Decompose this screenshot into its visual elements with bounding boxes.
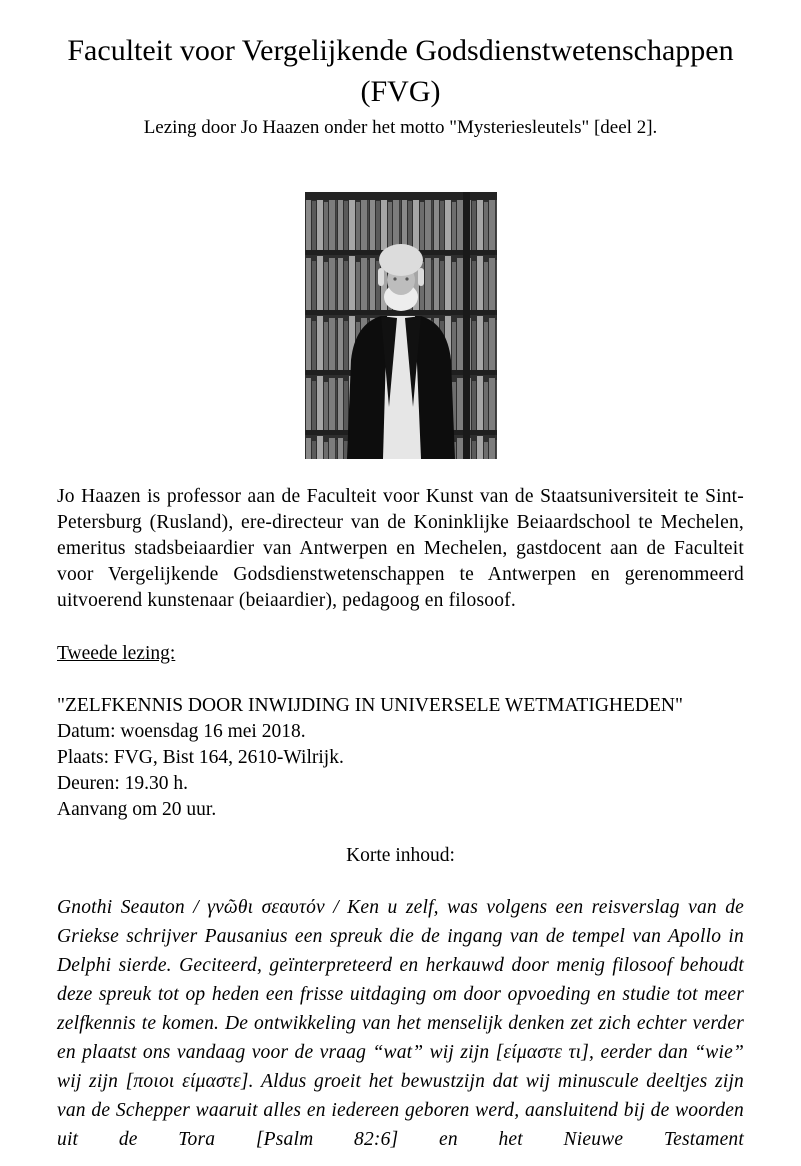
second-lecture-heading: Tweede lezing: <box>57 643 176 664</box>
title-line-1: Faculteit voor Vergelijkende Godsdienstwetenschappen <box>67 34 734 67</box>
lecture-title: "ZELFKENNIS DOOR INWIJDING IN UNIVERSELE WETMATIGHEDEN" <box>57 695 683 716</box>
portrait-photo-illustration <box>305 192 497 459</box>
title-line-2: (FVG) <box>360 75 441 108</box>
summary-paragraph: Gnothi Seauton / γνῶθι σεαυτόν / Ken u zelf, was volgens een reisverslag van de Griekse schrijver Pausanius een spreuk die de ingang van de tempel van Apollo in Delphi sierde. Geciteerd, geïnterpreteerd en herkauwd door menig filosoof behoudt deze spreuk tot op heden een frisse uitdaging om door opvoeding en studie tot meer zelfkennis te komen. De ontwikkeling van het menselijk denken zet zich echter verder en plaatst ons vandaag voor de vraag “wat” wij zijn [είμαστε τι], eerder dan “wie” wij zijn [ποιοι είμαστε]. Aldus groeit het bewustzijn dat wij minuscule deeltjes zijn van de Schepper waaruit alles en iedereen geboren werd, aansluitend bij de woorden uit de Tora [Psalm 82:6] en het Nieuwe Testament <box>57 897 744 1150</box>
bio-paragraph: Jo Haazen is professor aan de Faculteit voor Kunst van de Staatsuniversiteit te Sint-Petersburg (Rusland), ere-directeur van de Koninklijke Beiaardschool te Mechelen, emeritus stadsbeiaardier van Antwerpen en Mechelen, gastdocent aan de Faculteit voor Vergelijkende Godsdienstwetenschappen te Antwerpen en gerenommeerd uitvoerend kunstenaar (beiaardier), pedagoog en filosoof. <box>57 486 744 611</box>
lecture-doors-line: Deuren: 19.30 h. <box>57 773 189 794</box>
portrait-photo <box>305 192 497 459</box>
lecture-place-line: Plaats: FVG, Bist 164, 2610-Wilrijk. <box>57 747 344 768</box>
page-title <box>57 30 744 112</box>
lecture-start-line: Aanvang om 20 uur. <box>57 799 217 820</box>
summary-heading: Korte inhoud: <box>346 845 455 866</box>
page-subtitle: Lezing door Jo Haazen onder het motto "Mysteriesleutels" [deel 2]. <box>143 117 658 138</box>
lecture-details <box>57 693 744 823</box>
lecture-date-line: Datum: woensdag 16 mei 2018. <box>57 721 306 742</box>
